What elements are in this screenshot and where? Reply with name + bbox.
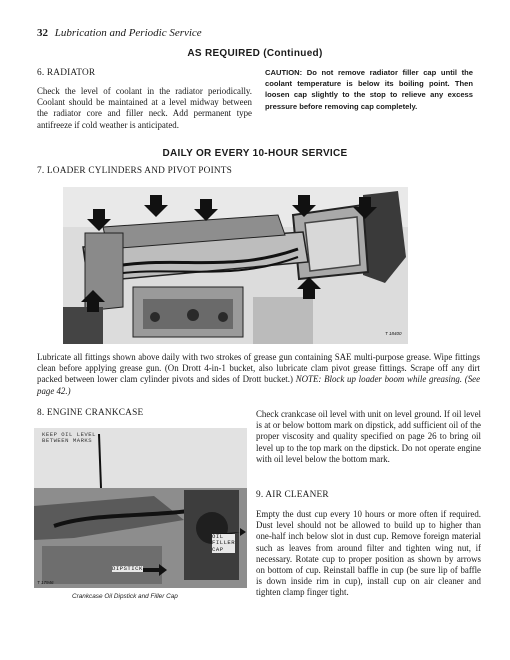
loader-illustration: [63, 187, 408, 344]
air-cleaner-heading: 9. AIR CLEANER: [256, 490, 329, 500]
loader-photo: [63, 187, 408, 344]
loader-body: [37, 352, 480, 397]
crankcase-stencil-line-2: BETWEEN MARKS: [42, 437, 93, 445]
loader-heading: 7. LOADER CYLINDERS AND PIVOT POINTS: [37, 166, 233, 176]
crankcase-body: Check crankcase oil level with unit on level ground. If oil level is at or below bottom mark on dipstick, add sufficient oil of the proper viscosity and quality specified on page 26 to bring oil level up to the top mark on the dipstick. Do not operate engine with oil level below the bottom mark.: [256, 409, 481, 464]
crankcase-stencil-dipstick: DIPSTICK: [112, 565, 143, 572]
section-heading-daily: DAILY OR EVERY 10-HOUR SERVICE: [162, 148, 348, 159]
crankcase-illustration: [34, 428, 247, 588]
crankcase-stencil-top: [42, 432, 96, 445]
crankcase-stencil-line-1: KEEP OIL LEVEL: [42, 431, 96, 438]
page-header: [37, 27, 202, 39]
crankcase-stencil-oil-filler: OIL FILLER CAP: [212, 533, 236, 553]
air-cleaner-body: Empty the dust cup every 10 hours or more often if required. Dust level should not be allowed to build up to higher than one-half inch below slot in dust cup. Remove foreign material such as leaves from around filter and tighten wing nut, if necessary. Rotate cup to proper position as shown by arrows on bottom of cup. Reinstall baffle in cup (be sure lip of baffle is down inside rim in cup), install cup on air cleaner and tighten clamp finger tight.: [256, 509, 481, 598]
page-header-title: Lubrication and Periodic Service: [54, 27, 202, 39]
crankcase-photo: [34, 428, 247, 588]
loader-body-main: Lubricate all fittings shown above daily with two strokes of grease gun containing SAE multi-purpose grease. Wipe fittings clean before applying grease gun. (On Drott 4-in-1 bucket, also lubricate clam pivot grease fittings. Scrape off any dirt packed between lower clam cylinder pivots and sides of Drott bucket.): [37, 352, 480, 385]
radiator-caution: CAUTION: Do not remove radiator filler cap until the coolant temperature is below its boiling point. Then loosen cap slightly to the stop to relieve any excess pressure before removing cap completely.: [265, 68, 473, 111]
radiator-heading: 6. RADIATOR: [37, 68, 96, 78]
loader-photo-tag: T 18400: [385, 331, 402, 336]
page-number: 32: [37, 27, 48, 39]
loader-body-note: NOTE: Block up loader boom while greasing. (See page 42.): [37, 374, 481, 396]
section-heading-as-required: AS REQUIRED (Continued): [187, 48, 323, 59]
crankcase-photo-tag: T 17946: [37, 580, 54, 585]
crankcase-caption: Crankcase Oil Dipstick and Filler Cap: [72, 593, 178, 600]
radiator-body: Check the level of coolant in the radiator periodically. Coolant should be maintained at a level midway between the radiator core and filler neck. Add permanent type antifreeze if cold weather is anticipated.: [37, 86, 252, 130]
crankcase-heading: 8. ENGINE CRANKCASE: [37, 408, 144, 418]
